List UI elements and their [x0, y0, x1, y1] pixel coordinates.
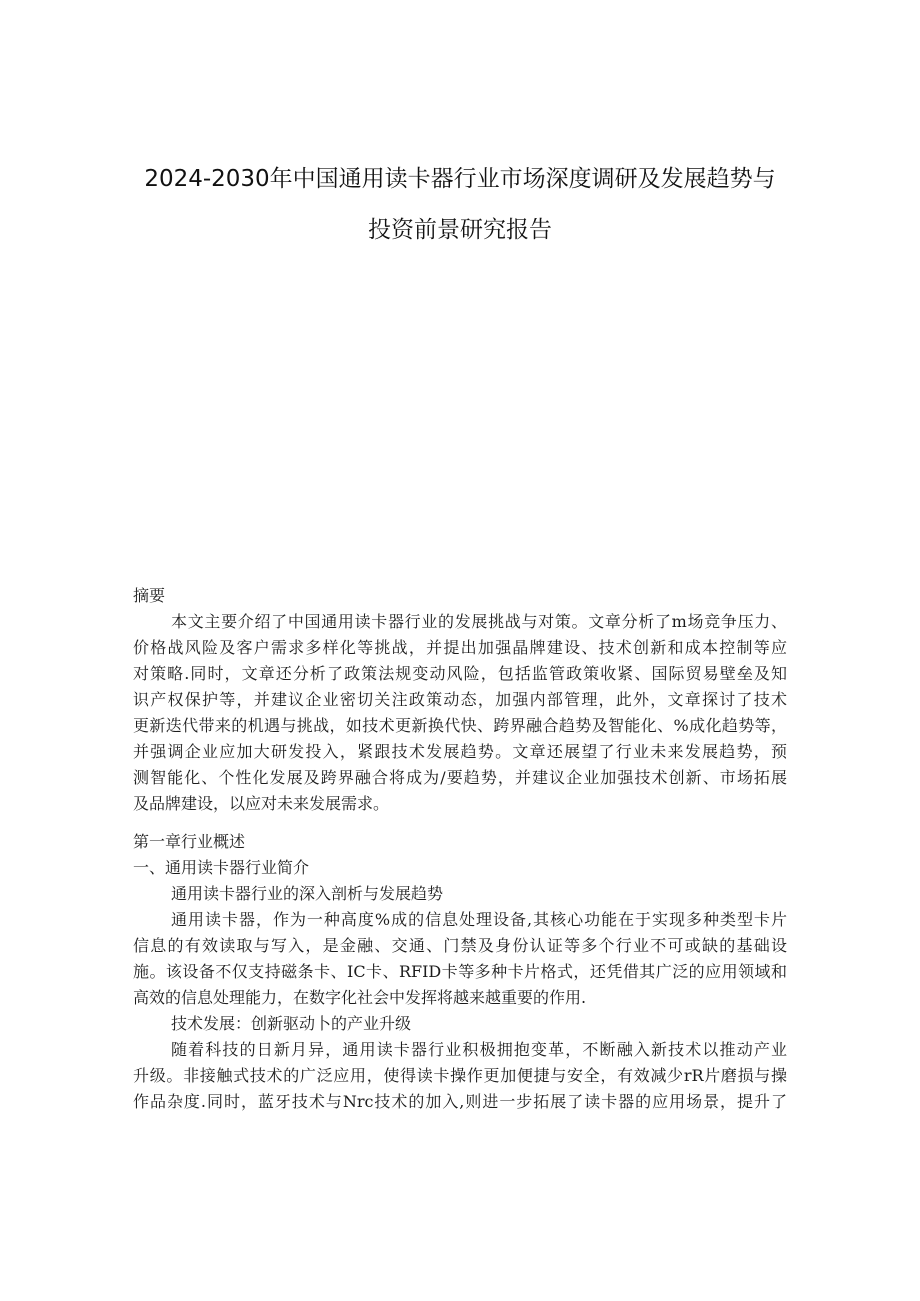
paragraph-line: 施。该设备不仅支持磁条卡、IC卡、RFID卡等多种卡片格式，还凭借其广泛的应用领域和	[133, 962, 787, 981]
abstract-line: 识产权保护等，并建议企业密切关注政策动态，加强内部管理，此外，文章探讨了技术	[133, 690, 787, 709]
abstract-line: 价格战风险及客户需求多样化等挑战，并提出加强晶牌建设、技术创新和成本控制等应	[133, 638, 787, 657]
paragraph-line: 作品杂度.同时，蓝牙技术与Nrc技术的加入,则进一步拓展了读卡器的应用场景，提升了	[133, 1092, 787, 1111]
document-body	[133, 583, 787, 1115]
chapter-heading: 第一章行业概述	[133, 832, 246, 851]
abstract-line: 本文主要介绍了中国通用读卡器行业的发展挑战与对策。文章分析了m场竞争压力、	[171, 612, 787, 631]
paragraph-line: 高效的信息处理能力，在数字化社会中发挥将越来越重要的作用.	[133, 988, 587, 1007]
abstract-line: 测智能化、个性化发展及跨界融合将成为/要趋势，并建议企业加强技术创新、市场拓展	[133, 768, 787, 787]
abstract-line: 及品牌建设，以应对未来发展需求。	[133, 794, 390, 813]
paragraph-line: 通用读卡器，作为一种高度%成的信息处理设备,其核心功能在于实现多种类型卡片	[171, 910, 787, 929]
abstract-line: 对策略.同时，文章还分析了政策法规变动风险，包括监管政策收紧、国际贸易壁垒及知	[133, 664, 787, 683]
document-title-line-2: 投资前景研究报告	[368, 217, 552, 243]
document-title-line-1: 2024-2030年中国通用读卡器行业市场深度调研及发展趋势与	[144, 166, 776, 192]
subsection-heading: 通用读卡器行业的深入剖析与发展趋势	[171, 884, 444, 903]
abstract-line: 并强调企业应加大研发投入，紧跟技术发展趋势。文章还展望了行业未来发展趋势，预	[133, 742, 787, 761]
section-heading: 一、通用读卡器行业简介	[133, 858, 310, 877]
paragraph-line: 信息的有效读取与写入，是金融、交通、门禁及身份认证等多个行业不可或缺的基础设	[133, 936, 787, 955]
paragraph-line: 随着科技的日新月异，通用读卡器行业积极拥抱变革，不断融入新技术以推动产业	[171, 1040, 787, 1059]
abstract-heading: 摘要	[133, 586, 166, 605]
subsection-heading: 技术发展：创新驱动卜的产业升级	[171, 1014, 412, 1033]
abstract-line: 更新迭代带来的机遇与挑战，如技术更新换代快、跨界融合趋势及智能化、%成化趋势等，	[133, 716, 787, 735]
paragraph-line: 升级。非接触式技术的广泛应用，使得读卡操作更加便捷与安全，有效减少rR片磨损与操	[133, 1066, 787, 1085]
